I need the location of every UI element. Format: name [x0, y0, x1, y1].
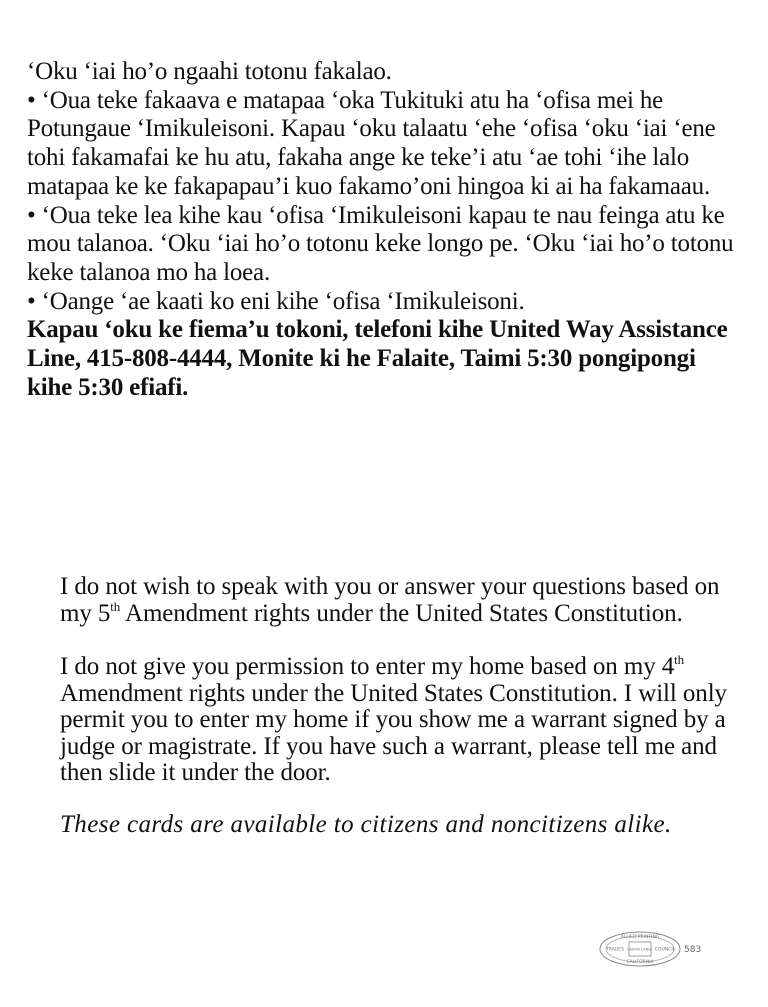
english-section [60, 574, 740, 867]
bullet: • [27, 86, 36, 114]
bullet: • [27, 201, 36, 229]
fourth-amendment-paragraph: I do not give you permission to enter my home based on my 4th Amendment rights under the United States Constitution. I will only permit you to enter my home if you show me a warrant signed by a judge or magistrate. If you have such a warrant, please tell me and then slide it under the door. [60, 652, 727, 786]
union-label-center-text: UNION LABEL [627, 946, 653, 952]
ordinal-suffix: th [674, 652, 685, 667]
tongan-item-card: • ‘Oange ‘ae kaati ko eni kihe ‘ofisa ‘Imikuleisoni. [27, 287, 525, 315]
union-label-left-text: TRADES [606, 947, 624, 953]
tongan-intro: ‘Oku ‘iai ho’o ngaahi totonu fakalao. [27, 58, 392, 85]
union-label-right-text: COUNCIL [654, 947, 676, 953]
union-label-icon [598, 929, 708, 969]
tongan-section [27, 58, 742, 402]
union-label-top-text: ALLIED PRINTING [620, 935, 660, 940]
union-label-number: 583 [684, 945, 702, 955]
union-label-bottom-text: CALIFORNIA [626, 960, 654, 965]
fifth-amendment-paragraph: I do not wish to speak with you or answer your questions based on my 5th Amendment rights under the United States Constitution. [60, 573, 720, 627]
tongan-item-door: • ‘Oua teke fakaava e matapaa ‘oka Tukituki atu ha ‘ofisa mei he Potungaue ‘Imikuleisoni. Kapau ‘oku talaatu ‘ehe ‘ofisa ‘oku ‘iai ‘ene tohi fakamafai ke hu atu, fakaha ange ke teke’i atu ‘ae tohi ‘ihe lalo matapaa ke ke fakapapau’i kuo fakamo’oni hingoa ki ai ha fakamaau. [27, 86, 716, 200]
availability-note: These cards are available to citizens and noncitizens alike. [60, 810, 672, 838]
tongan-item-silence: • ‘Oua teke lea kihe kau ‘ofisa ‘Imikuleisoni kapau te nau feinga atu ke mou talanoa. ‘Oku ‘iai ho’o totonu keke longo pe. ‘Oku ‘iai ho’o totonu keke talanoa mo ha loea. [27, 201, 734, 286]
bullet: • [27, 287, 36, 315]
tongan-help-line: Kapau ‘oku ke fiema’u tokoni, telefoni kihe United Way Assistance Line, 415-808-4444, Monite ki he Falaite, Taimi 5:30 pongipongi kihe 5:30 efiafi. [27, 316, 728, 401]
ordinal-suffix: th [110, 598, 121, 614]
